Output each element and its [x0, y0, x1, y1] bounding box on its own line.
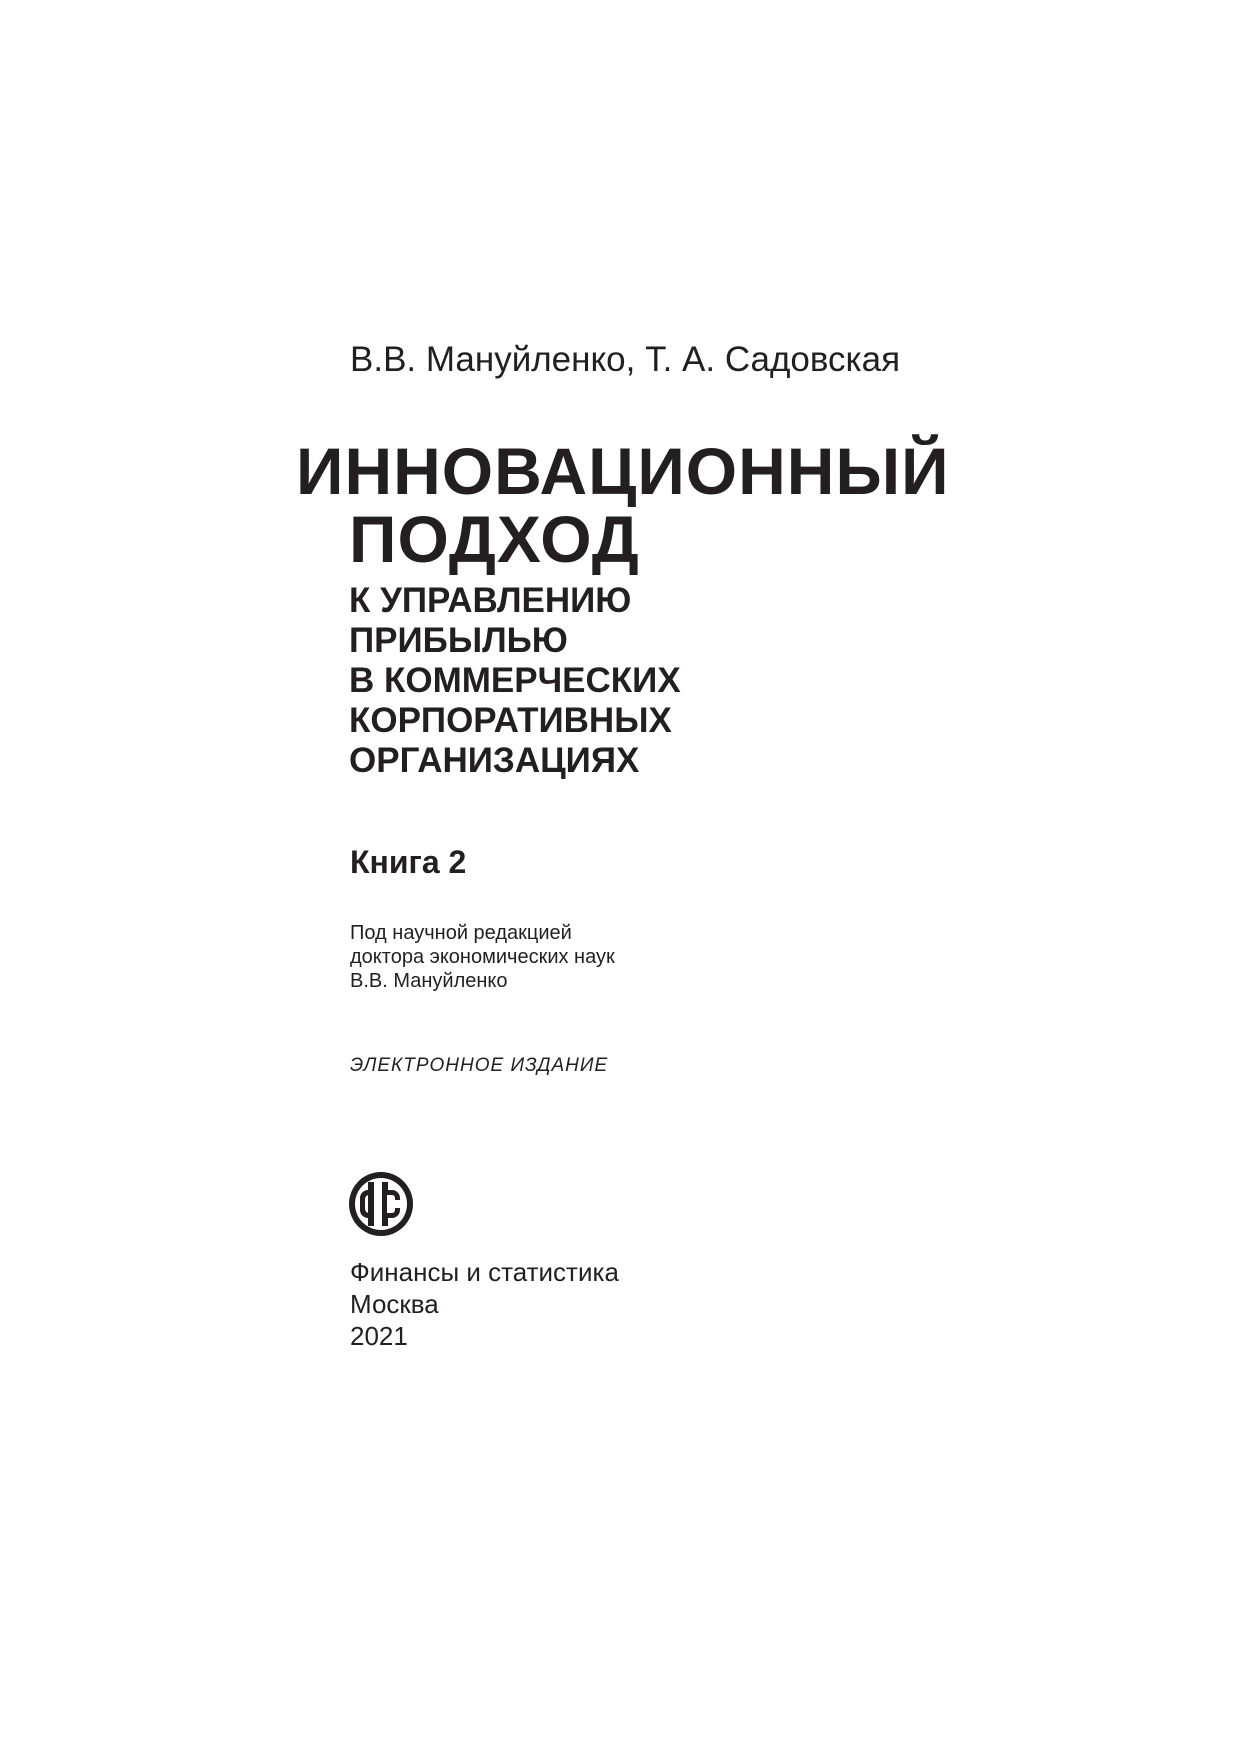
- edition-label: ЭЛЕКТРОННОЕ ИЗДАНИЕ: [350, 1055, 609, 1076]
- book-title-line-1: ИННОВАЦИОННЫЙ: [296, 434, 950, 508]
- publisher-city: Москва: [350, 1289, 439, 1319]
- subtitle-line: К УПРАВЛЕНИЮ: [349, 581, 632, 620]
- editor-line: доктора экономических наук: [350, 946, 615, 968]
- book-subtitle: [349, 581, 681, 781]
- authors: В.В. Мануйленко, Т. А. Садовская: [350, 340, 901, 379]
- book-volume: Книга 2: [350, 844, 467, 880]
- publisher-info: [350, 1256, 619, 1352]
- scientific-editor: [350, 921, 615, 993]
- subtitle-line: КОРПОРАТИВНЫХ: [349, 701, 672, 740]
- subtitle-line: ОРГАНИЗАЦИЯХ: [349, 741, 640, 780]
- book-title: [296, 434, 950, 576]
- publication-year: 2021: [350, 1321, 408, 1351]
- book-title-line-2: ПОДХОД: [349, 502, 640, 576]
- publisher-name: Финансы и статистика: [350, 1257, 619, 1287]
- subtitle-line: В КОММЕРЧЕСКИХ: [349, 661, 681, 700]
- editor-line: В.В. Мануйленко: [350, 970, 508, 992]
- subtitle-line: ПРИБЫЛЬЮ: [349, 621, 568, 660]
- publisher-logo-fs-icon: [347, 1170, 415, 1238]
- editor-line: Под научной редакцией: [350, 922, 572, 944]
